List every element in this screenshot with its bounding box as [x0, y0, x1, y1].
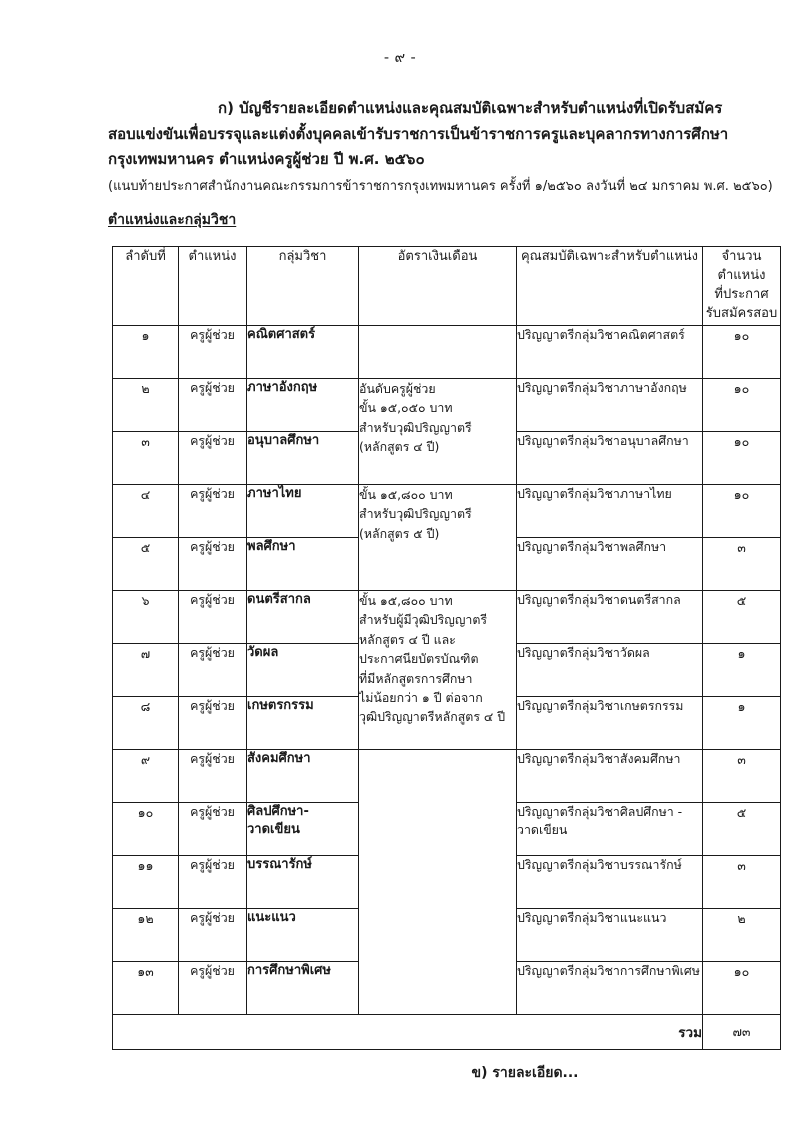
row-qualification: ปริญญาตรีกลุ่มวิชาการศึกษาพิเศษ [517, 962, 703, 1015]
total-value: ๗๓ [703, 1015, 781, 1050]
row-count: ๑๐ [703, 962, 781, 1015]
job-table-container [112, 246, 780, 1050]
row-position: ครูผู้ช่วย [179, 909, 247, 962]
row-position: ครูผู้ช่วย [179, 856, 247, 909]
row-count: ๑๐ [703, 432, 781, 485]
row-position: ครูผู้ช่วย [179, 803, 247, 856]
header-count-line-1: จำนวนตำแหน่ง [717, 249, 766, 283]
row-qualification: ปริญญาตรีกลุ่มวิชาภาษาอังกฤษ [517, 379, 703, 432]
row-position: ครูผู้ช่วย [179, 538, 247, 591]
header-count-line-2: ที่ประกาศ [714, 287, 769, 302]
salary-line: สำหรับวุฒิปริญญาตรี [359, 506, 472, 522]
row-qualification: ปริญญาตรีกลุ่มวิชาสังคมศึกษา [517, 750, 703, 803]
row-subject: สังคมศึกษา [247, 750, 359, 803]
row-no: ๙ [113, 750, 179, 803]
row-count: ๓ [703, 856, 781, 909]
row-no: ๔ [113, 485, 179, 538]
document-heading [108, 96, 773, 199]
salary-line: ประกาศนียบัตรบัณฑิต [359, 651, 479, 667]
row-count: ๑ [703, 697, 781, 750]
row-no: ๘ [113, 697, 179, 750]
footer-note: ข) รายละเอียด... [471, 1065, 579, 1081]
table-header [113, 247, 781, 326]
row-subject: การศึกษาพิเศษ [247, 962, 359, 1015]
row-qualification: ปริญญาตรีกลุ่มวิชาภาษาไทย [517, 485, 703, 538]
table-body [113, 326, 781, 1050]
salary-line: ไม่น้อยกว่า ๑ ปี ต่อจาก [359, 690, 483, 706]
row-no: ๑๓ [113, 962, 179, 1015]
table-row [113, 485, 781, 538]
row-qualification [517, 803, 703, 856]
row-subject: เกษตรกรรม [247, 697, 359, 750]
row-position: ครูผู้ช่วย [179, 591, 247, 644]
table-row [113, 379, 781, 432]
salary-line: ขั้น ๑๕,๘๐๐ บาท [359, 593, 453, 608]
heading-subline: (แนบท้ายประกาศสำนักงานคณะกรรมการข้าราชการกรุงเทพมหานคร ครั้งที่ ๑/๒๕๖๐ ลงวันที่ ๒๔ มกราคม พ.ศ. ๒๕๖๐) [108, 178, 773, 194]
header-position: ตำแหน่ง [179, 247, 247, 326]
table-header-row [113, 247, 781, 326]
salary-block-2 [359, 485, 517, 591]
header-no: ลำดับที่ [113, 247, 179, 326]
row-salary-empty [359, 326, 517, 379]
heading-line-1: ก) บัญชีรายละเอียดตำแหน่งและคุณสมบัติเฉพาะสำหรับตำแหน่งที่เปิดรับสมัคร [218, 99, 723, 117]
salary-line: สำหรับวุฒิปริญญาตรี [359, 419, 472, 435]
salary-line: อันดับครูผู้ช่วย [359, 381, 436, 396]
salary-line: หลักสูตร ๔ ปี และ [359, 631, 456, 647]
table-total-row [113, 1015, 781, 1050]
salary-block-1 [359, 379, 517, 485]
salary-line: ที่มีหลักสูตรการศึกษา [359, 670, 473, 686]
row-qualification: ปริญญาตรีกลุ่มวิชาบรรณารักษ์ [517, 856, 703, 909]
row-subject: แนะแนว [247, 909, 359, 962]
table-row [113, 326, 781, 379]
salary-line: วุฒิปริญญาตรีหลักสูตร ๔ ปี [359, 709, 506, 725]
row-subject: ดนตรีสากล [247, 591, 359, 644]
row-qualification: ปริญญาตรีกลุ่มวิชาดนตรีสากล [517, 591, 703, 644]
heading-line-3: กรุงเทพมหานคร ตำแหน่งครูผู้ช่วย ปี พ.ศ. ๒๕๖๐ [108, 150, 425, 168]
row-no: ๒ [113, 379, 179, 432]
salary-block-empty [359, 750, 517, 1015]
row-count: ๑ [703, 644, 781, 697]
row-subject-line-1: ศิลปศึกษา- [247, 804, 309, 819]
header-count [703, 247, 781, 326]
salary-line: สำหรับผู้มีวุฒิปริญญาตรี [359, 612, 488, 628]
row-count: ๑๐ [703, 379, 781, 432]
row-subject: ภาษาไทย [247, 485, 359, 538]
row-qualification: ปริญญาตรีกลุ่มวิชาแนะแนว [517, 909, 703, 962]
row-qualification: ปริญญาตรีกลุ่มวิชาอนุบาลศึกษา [517, 432, 703, 485]
row-qualification: ปริญญาตรีกลุ่มวิชาวัดผล [517, 644, 703, 697]
row-no: ๑๐ [113, 803, 179, 856]
row-position: ครูผู้ช่วย [179, 485, 247, 538]
row-qualification: ปริญญาตรีกลุ่มวิชาพลศึกษา [517, 538, 703, 591]
row-qualification: ปริญญาตรีกลุ่มวิชาเกษตรกรรม [517, 697, 703, 750]
salary-block-3 [359, 591, 517, 750]
row-position: ครูผู้ช่วย [179, 962, 247, 1015]
row-position: ครูผู้ช่วย [179, 750, 247, 803]
header-salary-rate: อัตราเงินเดือน [359, 247, 517, 326]
total-label: รวม [113, 1015, 703, 1050]
row-count: ๓ [703, 750, 781, 803]
row-count: ๕ [703, 803, 781, 856]
row-qualification-line-2: วาดเขียน [517, 822, 568, 837]
row-count: ๕ [703, 591, 781, 644]
row-subject: อนุบาลศึกษา [247, 432, 359, 485]
row-count: ๑๐ [703, 485, 781, 538]
row-qualification: ปริญญาตรีกลุ่มวิชาคณิตศาสตร์ [517, 326, 703, 379]
row-subject: คณิตศาสตร์ [247, 326, 359, 379]
heading-line-2: สอบแข่งขันเพื่อบรรจุและแต่งตั้งบุคคลเข้ารับราชการเป็นข้าราชการครูและบุคลากรทางการศึกษา [108, 124, 729, 143]
row-no: ๕ [113, 538, 179, 591]
salary-line: (หลักสูตร ๔ ปี) [359, 439, 440, 455]
row-count: ๓ [703, 538, 781, 591]
row-no: ๑๑ [113, 856, 179, 909]
row-no: ๑๒ [113, 909, 179, 962]
salary-line: ขั้น ๑๕,๘๐๐ บาท [359, 487, 453, 502]
table-row [113, 591, 781, 644]
header-count-line-3: รับสมัครสอบ [705, 306, 778, 321]
row-no: ๑ [113, 326, 179, 379]
header-qualification: คุณสมบัติเฉพาะสำหรับตำแหน่ง [517, 247, 703, 326]
row-position: ครูผู้ช่วย [179, 326, 247, 379]
salary-line: ขั้น ๑๕,๐๕๐ บาท [359, 400, 453, 416]
row-position: ครูผู้ช่วย [179, 432, 247, 485]
row-subject: พลศึกษา [247, 538, 359, 591]
row-position: ครูผู้ช่วย [179, 644, 247, 697]
row-count: ๑๐ [703, 326, 781, 379]
header-subject-group: กลุ่มวิชา [247, 247, 359, 326]
job-positions-table [112, 246, 781, 1050]
row-no: ๖ [113, 591, 179, 644]
row-position: ครูผู้ช่วย [179, 379, 247, 432]
row-no: ๓ [113, 432, 179, 485]
row-subject [247, 803, 359, 856]
row-count: ๒ [703, 909, 781, 962]
row-subject: บรรณารักษ์ [247, 856, 359, 909]
row-subject: วัดผล [247, 644, 359, 697]
row-subject: ภาษาอังกฤษ [247, 379, 359, 432]
row-position: ครูผู้ช่วย [179, 697, 247, 750]
page-number: - ๙ - [383, 50, 417, 66]
row-no: ๗ [113, 644, 179, 697]
row-subject-line-2: วาดเขียน [247, 822, 300, 837]
table-row [113, 750, 781, 803]
row-qualification-line-1: ปริญญาตรีกลุ่มวิชาศิลปศึกษา - [517, 804, 683, 819]
section-label: ตำแหน่งและกลุ่มวิชา [108, 212, 237, 228]
salary-line: (หลักสูตร ๕ ปี) [359, 525, 440, 541]
